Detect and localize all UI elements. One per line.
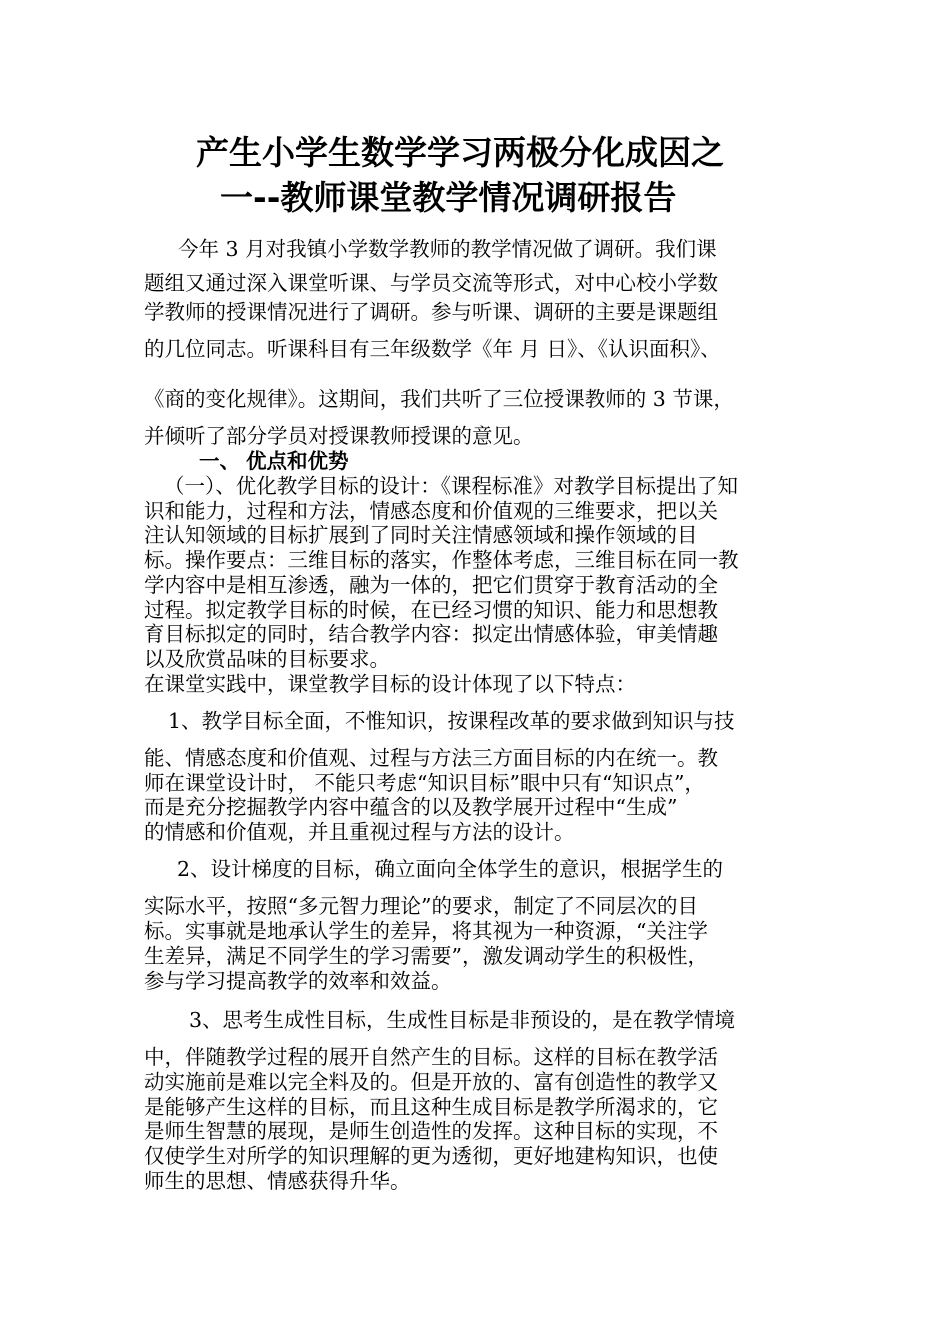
point-3-line: 师生的思想、情感获得升华。: [144, 1169, 411, 1193]
subsection-line: 学内容中是相互渗透，融为一体的，把它们贯穿于教育活动的全: [144, 573, 718, 597]
section-heading-text: 优点和优势: [246, 449, 349, 473]
subsection-line: 在课堂实践中，课堂教学目标的设计体现了以下特点：: [144, 672, 636, 696]
intro-line: 的几位同志。听课科目有三年级数学《年 月 日》、《认识面积》、: [144, 337, 721, 361]
point-2-line: 生差异，满足不同学生的学习需要”，激发调动学生的积极性，: [144, 944, 708, 968]
point-3-line: 3、思考生成性目标，生成性目标是非预设的，是在教学情境: [189, 1008, 736, 1032]
point-2-line: 实际水平，按照“多元智力理论”的要求，制定了不同层次的目: [144, 894, 698, 918]
point-1-line: 的情感和价值观，并且重视过程与方法的设计。: [144, 820, 575, 844]
subsection-line: 识和能力，过程和方法，情感态度和价值观的三维要求，把以关: [144, 499, 718, 523]
subsection-line: （一）、优化教学目标的设计：《课程标准》对教学目标提出了知: [164, 474, 738, 498]
point-2-line: 参与学习提高教学的效率和效益。: [144, 969, 452, 993]
document-title-line-1: 产生小学生数学学习两极分化成因之: [196, 133, 724, 172]
point-3-line: 动实施前是难以完全料及的。但是开放的、富有创造性的教学又: [144, 1070, 718, 1094]
intro-line: 今年 3 月对我镇小学数学教师的教学情况做了调研。我们课: [178, 237, 717, 261]
point-3-line: 中，伴随教学过程的展开自然产生的目标。这样的目标在教学活: [144, 1045, 718, 1069]
point-1-line: 1、教学目标全面，不惟知识，按课程改革的要求做到知识与技: [168, 709, 735, 733]
subsection-line: 以及欣赏品味的目标要求。: [144, 647, 390, 671]
point-2-line: 标。实事就是地承认学生的差异，将其视为一种资源，“关注学: [144, 919, 708, 943]
intro-line: 题组又通过深入课堂听课、与学员交流等形式，对中心校小学数: [144, 271, 718, 295]
point-1-line: 师在课堂设计时， 不能只考虑“知识目标”眼中只有“知识点”，: [144, 771, 705, 795]
document-title-line-2: 一--教师课堂教学情况调研报告: [220, 178, 677, 217]
intro-line: 学教师的授课情况进行了调研。参与听课、调研的主要是课题组: [144, 300, 718, 324]
point-2-line: 2、设计梯度的目标，确立面向全体学生的意识，根据学生的: [177, 857, 724, 881]
subsection-line: 育目标拟定的同时，结合教学内容：拟定出情感体验，审美情趣: [144, 622, 718, 646]
subsection-line: 过程。拟定教学目标的时候，在已经习惯的知识、能力和思想教: [144, 598, 718, 622]
point-1-line: 而是充分挖掘教学内容中蕴含的以及教学展开过程中“生成”: [144, 795, 678, 819]
point-3-line: 是能够产生这样的目标，而且这种生成目标是教学所渴求的，它: [144, 1095, 718, 1119]
point-3-line: 仅使学生对所学的知识理解的更为透彻，更好地建构知识，也使: [144, 1144, 718, 1168]
subsection-line: 标。操作要点：三维目标的落实，作整体考虑，三维目标在同一教: [144, 548, 739, 572]
subsection-line: 注认知领域的目标扩展到了同时关注情感领域和操作领域的目: [144, 523, 698, 547]
point-1-line: 能、情感态度和价值观、过程与方法三方面目标的内在统一。教: [144, 746, 718, 770]
section-heading-number: 一、: [199, 449, 240, 473]
intro-line: 《商的变化规律》。这期间，我们共听了三位授课教师的 3 节课，: [144, 387, 734, 411]
point-3-line: 是师生智慧的展现，是师生创造性的发挥。这种目标的实现，不: [144, 1119, 718, 1143]
intro-line: 并倾听了部分学员对授课教师授课的意见。: [144, 424, 534, 448]
